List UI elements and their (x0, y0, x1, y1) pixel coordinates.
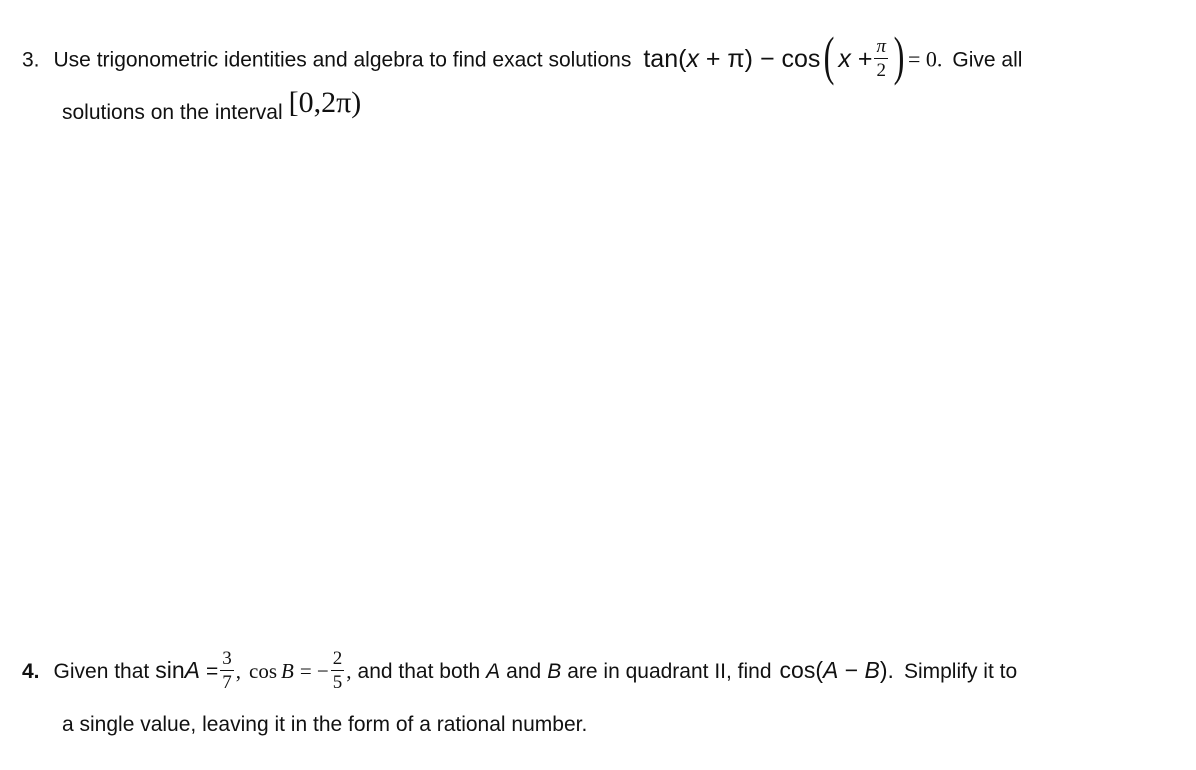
simplify-text: Simplify it to (903, 660, 1018, 684)
problem-4-line-2-text: a single value, leaving it in the form of a rational number. (62, 713, 588, 736)
given-text: Given that (53, 660, 150, 684)
equals-sign: = (206, 660, 219, 684)
tan-function: tan( (643, 44, 687, 73)
variable-x: x (686, 44, 699, 73)
problem-3-outro-text: Give all (952, 48, 1023, 72)
variable-B: B (281, 659, 294, 684)
problem-3-interval-text: solutions on the interval (62, 101, 283, 124)
quadrant-text: are in quadrant II, find (567, 660, 772, 684)
interval-notation: [0,2π) (288, 86, 362, 119)
variable-A: A (184, 657, 200, 684)
right-paren: ) (893, 26, 905, 86)
and-that-text: and that both (357, 660, 481, 684)
left-paren: ( (824, 26, 835, 86)
cos-B-fraction: $\frac{2}{5}$ (332, 648, 343, 693)
problem-3-number: 3. (22, 48, 40, 72)
cos-function: cos (249, 659, 278, 684)
variable-x: x (838, 44, 851, 73)
problem-3-intro-text: Use trigonometric identities and algebra to find exact solutions (53, 48, 632, 72)
equation-middle: + π) − cos (698, 44, 821, 73)
problem-3-equation (643, 26, 908, 86)
problem-4-number: 4. (22, 660, 40, 684)
cos-A-minus-B: cos(A − B). (779, 657, 894, 684)
sin-function: sin (155, 657, 185, 684)
plus-sign: + (850, 44, 873, 73)
problem-4-line-1: 4. Given that sinA = $\frac{3}{7}$ , cos B = − $\frac{2}{5}$ , and that both A and B are in quadrant II, find cos(A − B). Simplify it to (22, 648, 1018, 693)
problem-3-line-2 (62, 86, 362, 124)
pi-over-2-fraction: $\frac{\pi}{2}$ (876, 35, 886, 81)
equation-rhs: = 0. (907, 46, 943, 72)
sin-A-fraction: $\frac{3}{7}$ (222, 648, 232, 693)
problem-3-line-1 (22, 26, 1023, 87)
equals-minus: = − (299, 659, 329, 684)
problem-4-line-2 (62, 714, 587, 735)
